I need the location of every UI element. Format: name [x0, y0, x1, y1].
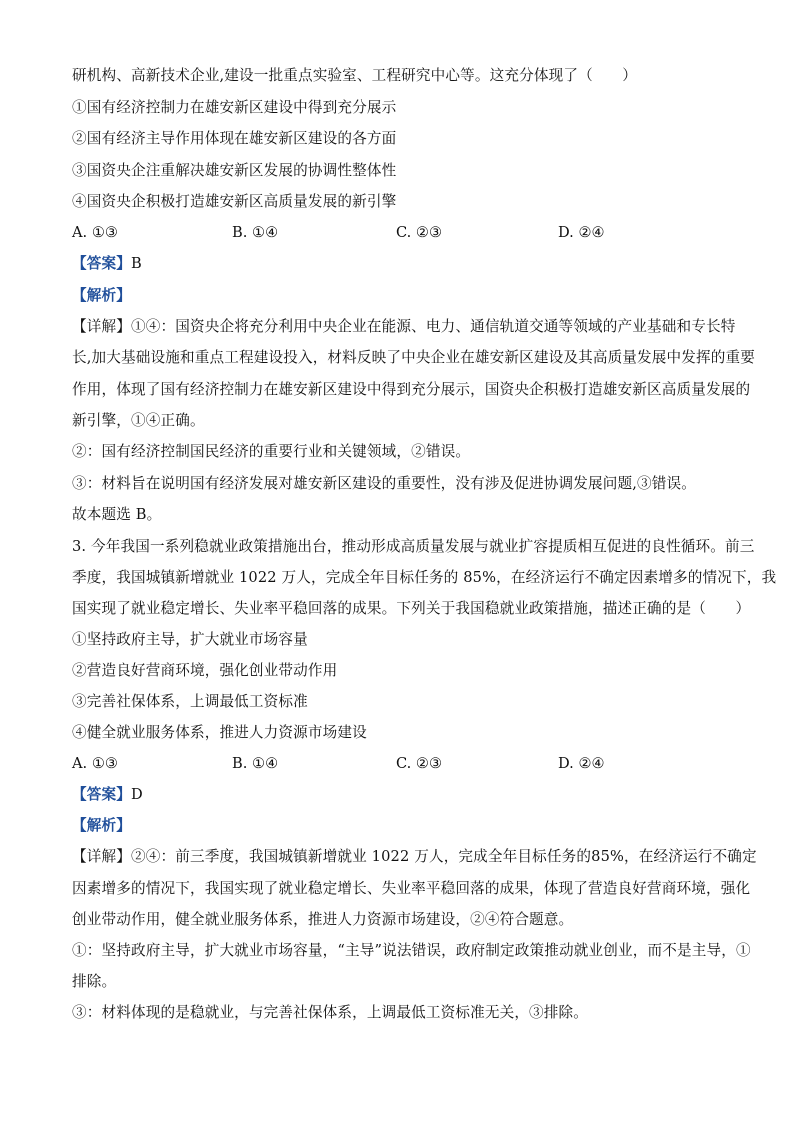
q2-analysis-heading	[72, 286, 722, 306]
q3-detail-line-2: 因素增多的情况下，我国实现了就业稳定增长、失业率平稳回落的成果，体现了营造良好营商环境，强化	[72, 880, 751, 897]
q3-analysis-heading	[72, 816, 722, 836]
q2-answer	[72, 254, 722, 274]
q3-answer	[72, 785, 722, 805]
q3-stem-line-1: 3. 今年我国一系列稳就业政策措施出台，推动形成高质量发展与就业扩容提质相互促进的良性循环。前三	[72, 538, 755, 555]
q3-note-1-line-1: ①：坚持政府主导，扩大就业市场容量，“主导”说法错误，政府制定政策推动就业创业，而不是主导，①	[72, 942, 751, 959]
analysis-tag: 【解析】	[72, 817, 131, 834]
q2-conclusion: 故本题选 B。	[72, 506, 162, 523]
q2-statement-4: ④国资央企积极打造雄安新区高质量发展的新引擎	[72, 193, 397, 210]
q3-option-a: A. ①③	[72, 755, 118, 772]
q2-detail-line-1	[72, 317, 736, 337]
q2-option-a: A. ①③	[72, 224, 118, 241]
q3-option-c: C. ②③	[396, 755, 443, 772]
q2-statement-2: ②国有经济主导作用体现在雄安新区建设的各方面	[72, 130, 397, 147]
q2-note-3: ③：材料旨在说明国有经济发展对雄安新区建设的重要性，没有涉及促进协调发展问题,③错误。	[72, 475, 697, 492]
detail-text: ①④：国资央企将充分利用中央企业在能源、电力、通信轨道交通等领域的产业基础和专长特	[130, 318, 736, 335]
q2-detail-line-3: 作用，体现了国有经济控制力在雄安新区建设中得到充分展示，国资央企积极打造雄安新区高质量发展的	[72, 381, 751, 398]
detail-text: ②④：前三季度，我国城镇新增就业 1022 万人，完成全年目标任务的85%，在经济运行不确定	[130, 848, 757, 865]
detail-tag: 【详解】	[72, 318, 131, 335]
q2-option-b: B. ①④	[232, 224, 279, 241]
q2-option-d: D. ②④	[558, 224, 605, 241]
q3-option-b: B. ①④	[232, 755, 279, 772]
q3-statement-4: ④健全就业服务体系，推进人力资源市场建设	[72, 724, 367, 741]
q3-stem-line-2: 季度，我国城镇新增就业 1022 万人，完成全年目标任务的 85%，在经济运行不确定因素增多的情况下，我	[72, 569, 777, 586]
q3-statement-1: ①坚持政府主导，扩大就业市场容量	[72, 631, 308, 648]
q3-detail-line-3: 创业带动作用，健全就业服务体系，推进人力资源市场建设，②④符合题意。	[72, 911, 574, 928]
q2-detail-line-4: 新引擎，①④正确。	[72, 412, 205, 429]
q2-statement-3: ③国资央企注重解决雄安新区发展的协调性整体性	[72, 162, 397, 179]
answer-value: D	[130, 786, 143, 803]
q3-detail-line-1	[72, 847, 757, 867]
question-2-stem-tail: 研机构、高新技术企业,建设一批重点实验室、工程研究中心等。这充分体现了（ ）	[72, 67, 638, 84]
answer-tag: 【答案】	[72, 786, 131, 803]
q3-statement-3: ③完善社保体系，上调最低工资标准	[72, 693, 308, 710]
q3-statement-2: ②营造良好营商环境，强化创业带动作用	[72, 662, 338, 679]
q3-option-d: D. ②④	[558, 755, 605, 772]
q2-statement-1: ①国有经济控制力在雄安新区建设中得到充分展示	[72, 99, 397, 116]
detail-tag: 【详解】	[72, 848, 131, 865]
analysis-tag: 【解析】	[72, 287, 131, 304]
q2-detail-line-2: 长,加大基础设施和重点工程建设投入，材料反映了中央企业在雄安新区建设及其高质量发展中发挥的重要	[72, 349, 756, 366]
answer-tag: 【答案】	[72, 255, 131, 272]
q2-note-2: ②：国有经济控制国民经济的重要行业和关键领域，②错误。	[72, 443, 471, 460]
q3-stem-line-3: 国实现了就业稳定增长、失业率平稳回落的成果。下列关于我国稳就业政策措施，描述正确的是（ ）	[72, 600, 751, 617]
answer-value: B	[130, 255, 142, 272]
q3-note-1-line-2: 排除。	[72, 973, 117, 990]
q3-note-3: ③：材料体现的是稳就业，与完善社保体系，上调最低工资标准无关，③排除。	[72, 1004, 589, 1021]
q2-option-c: C. ②③	[396, 224, 443, 241]
